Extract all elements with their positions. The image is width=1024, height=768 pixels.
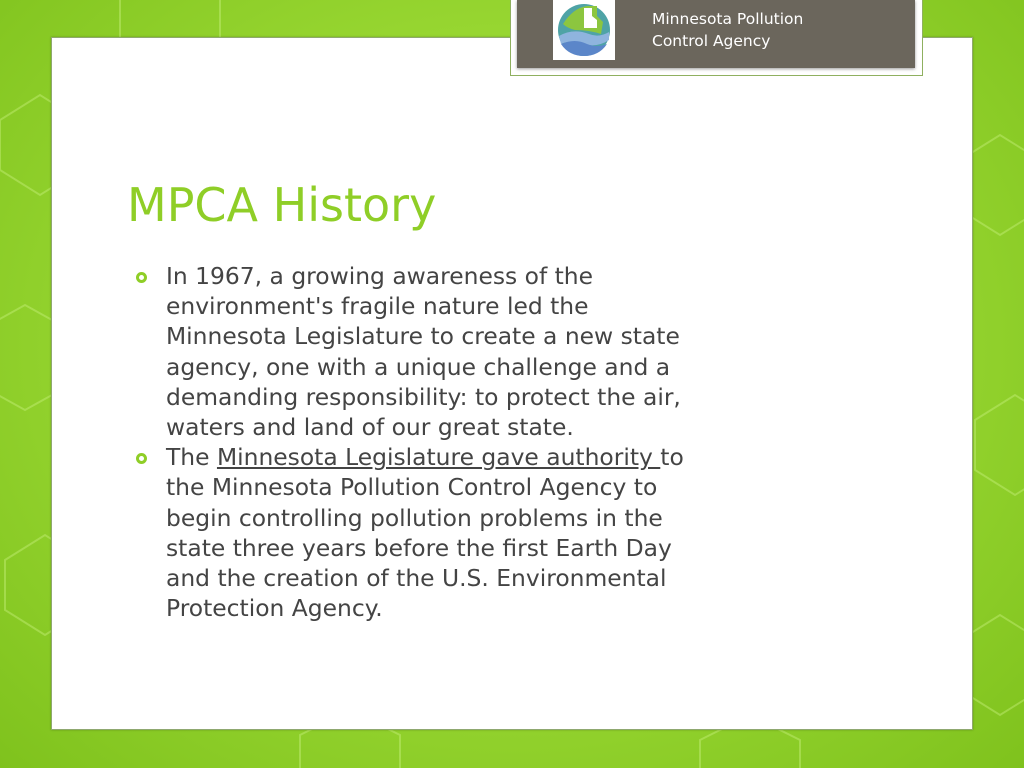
bullet-1-line-3: Minnesota Legislature to create a new state <box>166 322 680 351</box>
bullet-2-suffix: to <box>660 443 684 472</box>
bullet-1-line-4: agency, one with a unique challenge and a <box>166 352 671 381</box>
bullet-1-line-1: In 1967, a growing awareness of the <box>166 262 594 290</box>
bullet-list <box>132 261 852 623</box>
agency-name-line-1: Minnesota Pollution <box>652 10 804 28</box>
bullet-item-legislature-authority <box>132 442 852 623</box>
bullet-ring-icon <box>136 453 147 464</box>
mpca-logo-icon <box>553 0 615 60</box>
bullet-item-1967-history <box>132 261 852 442</box>
bullet-2-line-5: and the creation of the U.S. Environmental <box>166 564 667 593</box>
bullet-ring-icon <box>136 272 147 283</box>
slide-title: MPCA History <box>127 178 437 232</box>
legislature-authority-link[interactable]: Minnesota Legislature gave authority <box>216 443 661 472</box>
bullet-2-prefix: The <box>166 443 217 472</box>
bullet-2-line-6: Protection Agency. <box>166 594 383 623</box>
agency-name-line-2: Control Agency <box>652 32 771 50</box>
bullet-2-line-3: begin controlling pollution problems in the <box>166 503 663 532</box>
bullet-1-line-2: environment's fragile nature led the <box>166 292 589 321</box>
bullet-2-line-1 <box>166 442 852 472</box>
bullet-2-line-2: the Minnesota Pollution Control Agency to <box>166 473 658 502</box>
agency-name <box>652 8 892 52</box>
bullet-1-line-6: waters and land of our great state. <box>166 413 574 442</box>
bullet-1-line-5: demanding responsibility: to protect the air, <box>166 382 681 411</box>
bullet-2-line-4: state three years before the first Earth Day <box>166 533 672 562</box>
